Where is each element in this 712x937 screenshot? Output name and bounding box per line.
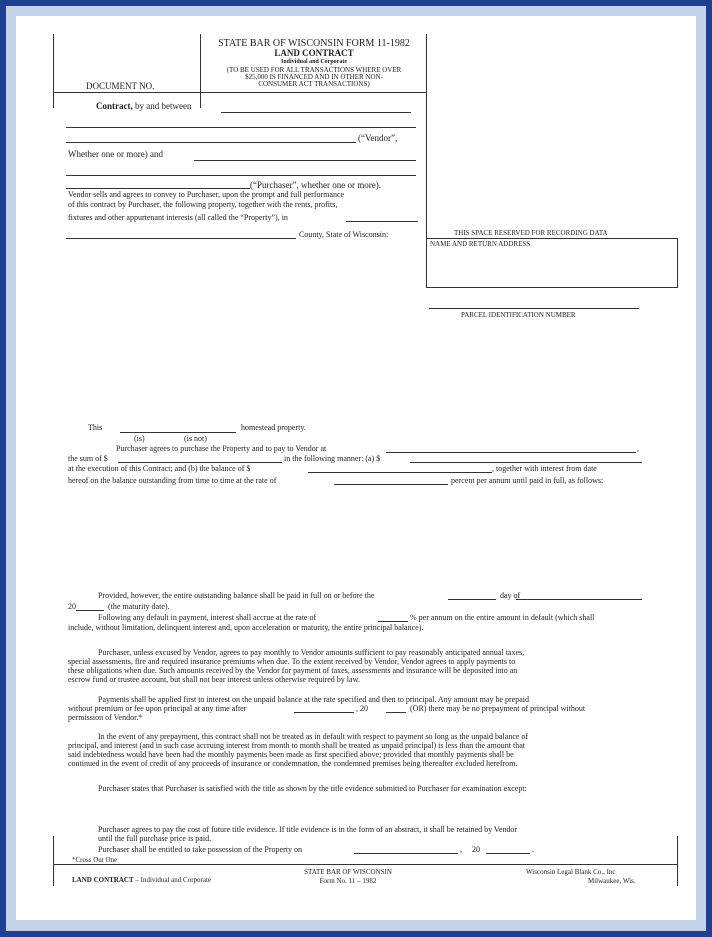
party-field-4[interactable] bbox=[194, 160, 416, 161]
by-and-between-label: by and between bbox=[135, 101, 192, 111]
cross-out-note: *Cross Out One bbox=[72, 856, 118, 864]
footer-publisher: Wisconsin Legal Blank Co., Inc bbox=[526, 868, 616, 876]
party-field-6[interactable] bbox=[66, 188, 250, 189]
interest-from-label: , together with interest from date bbox=[492, 464, 597, 473]
sum-label: the sum of $ bbox=[68, 454, 108, 463]
maturity-line1: Provided, however, the entire outstanding balance shall be paid in full on or before the bbox=[98, 591, 375, 600]
header-bottom-line bbox=[53, 92, 426, 93]
left-margin-line bbox=[53, 34, 54, 108]
this-label: This bbox=[88, 423, 103, 432]
applied-line2a: without premium or fee upon principal at any time after bbox=[68, 704, 247, 713]
recording-box-top bbox=[426, 238, 678, 239]
manner-label: in the following manner: (a) $ bbox=[284, 454, 381, 463]
sum-field[interactable] bbox=[118, 462, 282, 463]
purchaser-label: (“Purchaser”, whether one or more). bbox=[250, 180, 381, 190]
homestead-field[interactable] bbox=[120, 432, 236, 433]
applied-line2b: , 20 bbox=[356, 704, 368, 713]
applied-line3: permission of Vendor.* bbox=[68, 713, 143, 722]
document-sheet bbox=[16, 16, 696, 920]
future-title-line1: Purchaser agrees to pay the cost of future title evidence. If title evidence is in the form of an abstract, it shall be retained by Vendor bbox=[98, 825, 518, 834]
possession-year-field[interactable] bbox=[486, 853, 530, 854]
footer-form-name: LAND CONTRACT bbox=[72, 876, 134, 884]
maturity-year-prefix: 20 bbox=[68, 602, 76, 611]
contract-line bbox=[96, 102, 191, 111]
taxes-line4: escrow fund or trustee account, but shall not bear interest unless otherwise required by law. bbox=[68, 675, 360, 684]
maturity-day-field[interactable] bbox=[448, 599, 496, 600]
balance-label: at the execution of this Contract; and (b) the balance of $ bbox=[68, 464, 251, 473]
document-number-label: DOCUMENT NO. bbox=[86, 81, 155, 91]
county-field[interactable] bbox=[66, 238, 296, 239]
payment-line1: Purchaser agrees to purchase the Property and to pay to Vendor at bbox=[116, 444, 327, 453]
parcel-line bbox=[429, 308, 639, 309]
party-field-3[interactable] bbox=[66, 142, 356, 143]
county-label: County, State of Wisconsin: bbox=[299, 230, 389, 239]
possession-label: Purchaser shall be entitled to take possession of the Property on bbox=[98, 845, 302, 854]
prepay-date-field[interactable] bbox=[294, 712, 354, 713]
center-divider bbox=[426, 34, 427, 288]
party-field-5[interactable] bbox=[66, 175, 416, 176]
left-body-line bbox=[53, 836, 54, 886]
name-return-label: NAME AND RETURN ADDRESS bbox=[430, 240, 531, 248]
form-note-line2: $25,000 IS FINANCED AND IN OTHER NON- bbox=[245, 73, 383, 81]
possession-comma: , bbox=[460, 845, 462, 854]
is-option: (is) bbox=[134, 434, 145, 443]
applied-line1: Payments shall be applied first to interest on the unpaid balance at the rate specified and then to principal. Any amount may be prepaid bbox=[98, 695, 529, 704]
form-note-line1: (TO BE USED FOR ALL TRANSACTIONS WHERE OVER bbox=[226, 66, 402, 74]
homestead-label: homestead property. bbox=[241, 423, 306, 432]
form-name: LAND CONTRACT bbox=[274, 48, 354, 58]
taxes-line1: Purchaser, unless excused by Vendor, agrees to pay monthly to Vendor amounts sufficient to pay reasonably anticipated annual taxes, bbox=[98, 648, 525, 657]
parcel-label: PARCEL IDENTIFICATION NUMBER bbox=[461, 311, 576, 319]
prepayment-line4: continued in the event of credit of any proceeds of insurance or condemnation, the condemned premises being thereafter excluded herefrom. bbox=[68, 759, 518, 768]
prepayment-line3: said indebtedness would have been had the monthly payments been made as first specified above; provided that monthly payments shall be bbox=[68, 750, 514, 759]
is-not-option: (is not) bbox=[184, 434, 207, 443]
maturity-year-field[interactable] bbox=[76, 610, 104, 611]
per-annum-label: percent per annum until paid in full, as follows: bbox=[451, 476, 604, 485]
default-line1b: % per annum on the entire amount in default (which shall bbox=[410, 613, 595, 622]
prepayment-line1: In the event of any prepayment, this contract shall not be treated as in default with respect to payment so long as the unpaid balance of bbox=[98, 732, 529, 741]
possession-year-prefix: 20 bbox=[472, 845, 480, 854]
default-line2: include, without limitation, delinquent interest and, upon acceleration or maturity, the entire principal balance). bbox=[68, 623, 424, 632]
possession-period: . bbox=[532, 845, 534, 854]
title-evidence-text: Purchaser states that Purchaser is satisfied with the title as shown by the title evidence submitted to Purchaser for examination except: bbox=[98, 784, 527, 793]
payment-line1-comma: , bbox=[637, 444, 639, 453]
down-payment-field[interactable] bbox=[410, 462, 642, 463]
form-subtitle: Individual and Corporate bbox=[280, 59, 347, 65]
recording-box-right bbox=[677, 238, 678, 288]
recording-reserved-label: THIS SPACE RESERVED FOR RECORDING DATA bbox=[454, 229, 608, 237]
maturity-month-field[interactable] bbox=[516, 599, 642, 600]
vendor-sells-line2: of this contract by Purchaser, the following property, together with the rents, profits, bbox=[68, 200, 338, 209]
prepay-year-field[interactable] bbox=[386, 712, 406, 713]
possession-date-field[interactable] bbox=[354, 853, 458, 854]
footer-top-line bbox=[53, 864, 677, 865]
whether-label: Whether one or more) and bbox=[68, 149, 163, 159]
applied-line2c: (OR) there may be no prepayment of principal without bbox=[410, 704, 586, 713]
party-field-1[interactable] bbox=[221, 112, 411, 113]
contract-label: Contract, bbox=[96, 101, 133, 111]
taxes-line2: special assessments, fire and required insurance premiums when due. To the extent received by Vendor, Vendor agrees to apply payments to bbox=[68, 657, 516, 666]
rate-label: hereof on the balance outstanding from time to time at the rate of bbox=[68, 476, 277, 485]
future-title-line2: until the full purchase price is paid. bbox=[98, 834, 212, 843]
vendor-sells-line1: Vendor sells and agrees to convey to Purchaser, upon the prompt and full performance bbox=[68, 190, 345, 199]
rate-field[interactable] bbox=[334, 484, 448, 485]
party-field-2[interactable] bbox=[66, 127, 416, 128]
balance-field[interactable] bbox=[308, 472, 492, 473]
day-of-label: day of bbox=[500, 591, 521, 600]
header-divider-left bbox=[200, 34, 201, 108]
footer-center-line2: Form No. 11 – 1982 bbox=[319, 877, 377, 885]
right-body-line bbox=[677, 836, 678, 886]
location-field[interactable] bbox=[346, 221, 418, 222]
payment-place-field[interactable] bbox=[386, 452, 636, 453]
form-note-line3: CONSUMER ACT TRANSACTIONS) bbox=[258, 80, 370, 88]
recording-box-bottom bbox=[426, 287, 678, 288]
maturity-date-label: (the maturity date). bbox=[108, 602, 170, 611]
vendor-sells-line3: fixtures and other appurtenant interests (all called the “Property”), in bbox=[68, 213, 288, 222]
prepayment-line2: principal, and interest (and in such case accruing interest from month to month shall be treated as unpaid principal) is less than the amount that bbox=[68, 741, 525, 750]
default-rate-field[interactable] bbox=[378, 621, 408, 622]
taxes-line3: these obligations when due. Such amounts received by the Vendor for payment of taxes, assessments and insurance will be deposited into an bbox=[68, 666, 518, 675]
vendor-label: (“Vendor”, bbox=[358, 133, 398, 143]
footer-left bbox=[72, 876, 211, 885]
form-title: STATE BAR OF WISCONSIN FORM 11-1982 bbox=[218, 38, 410, 49]
default-line1: Following any default in payment, interest shall accrue at the rate of bbox=[98, 613, 317, 622]
footer-center-line1: STATE BAR OF WISCONSIN bbox=[304, 868, 392, 876]
footer-city: Milwaukee, Wis. bbox=[588, 877, 636, 885]
footer-form-type: – Individual and Corporate bbox=[133, 876, 212, 884]
